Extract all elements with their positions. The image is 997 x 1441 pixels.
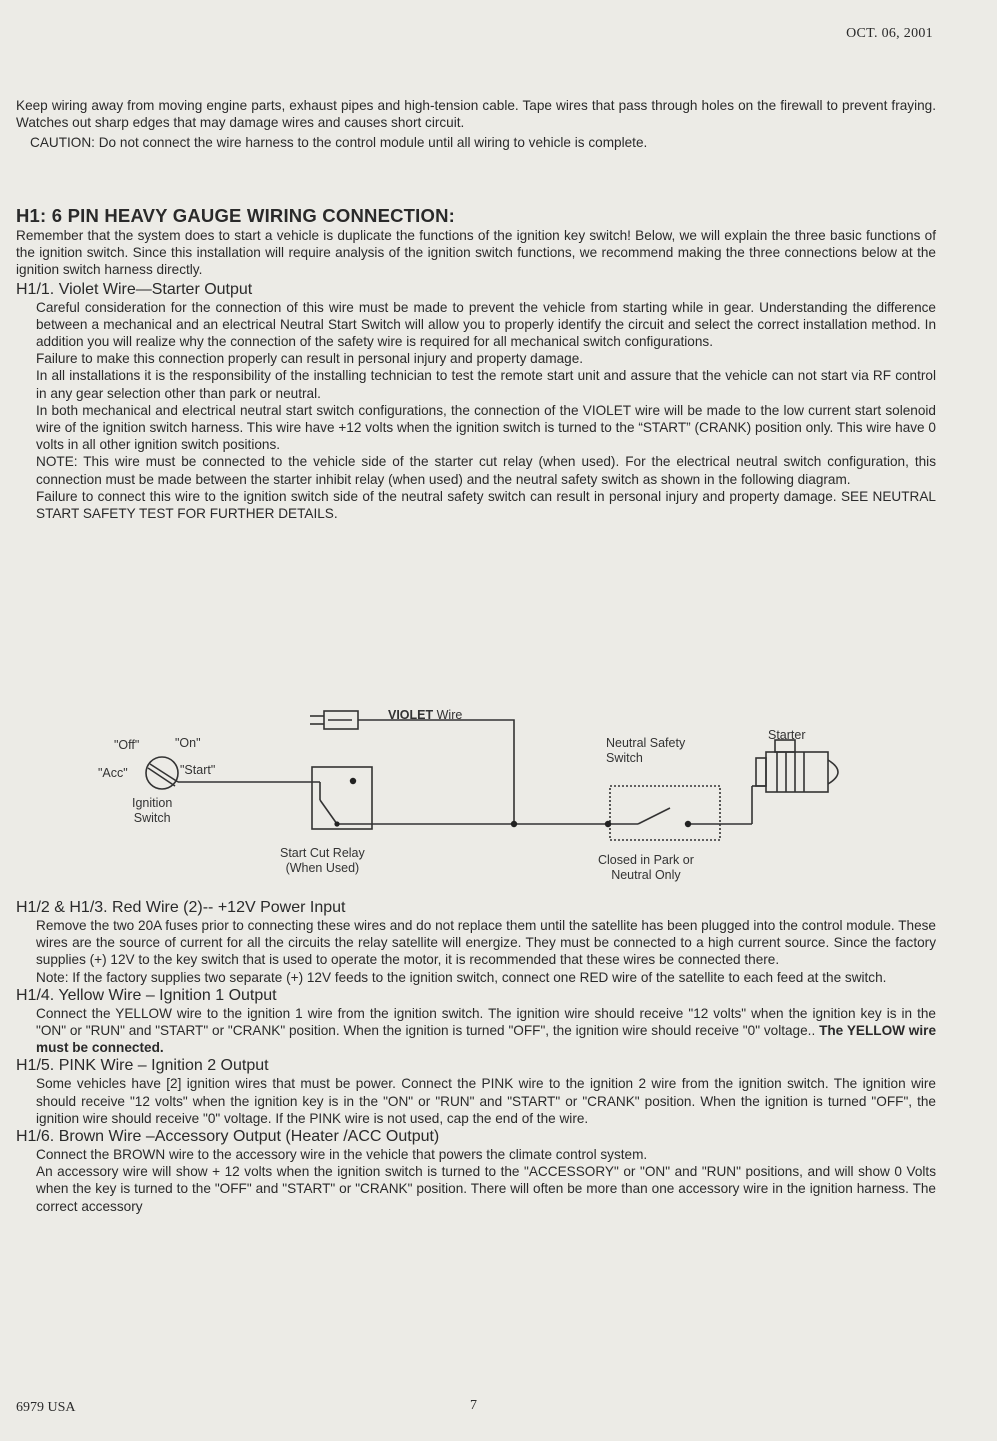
h1-1-paragraph-1: Careful consideration for the connection of this wire must be made to prevent the vehicle from starting while in gear. Understanding the difference between a mechanical and an electrical Neutral Start Switch will allow you to properly identify the circuit and select the correct installation method. In addition you will realize why the connection of the safety wire is required for all mechanical switch configurations. [36, 299, 936, 350]
h1-section [16, 205, 936, 522]
document-date: OCT. 06, 2001 [846, 26, 933, 41]
starter-motor-icon [766, 752, 828, 792]
h1-1-paragraph-2: Failure to make this connection properly can result in personal injury and property damage. [36, 351, 584, 367]
h1-2-paragraph-2: Note: If the factory supplies two separate (+) 12V feeds to the ignition switch, connect one RED wire of the satellite to each feed at the switch. [36, 969, 887, 985]
starter-label: Starter [768, 728, 806, 742]
wiring-diagram [80, 700, 880, 895]
neutral-safety-switch-label: Neutral Safety Switch [606, 736, 686, 765]
intro-section [16, 97, 936, 152]
h1-lower-section [16, 898, 936, 1215]
wiring-diagram-svg [80, 700, 880, 895]
ignition-switch-label: Ignition Switch [132, 796, 173, 825]
start-cut-relay-icon [312, 767, 372, 829]
violet-wire-label: VIOLET Wire [388, 708, 463, 722]
section-intro: Remember that the system does to start a vehicle is duplicate the functions of the ignition key switch! Below, we will explain the three basic functions of the ignition switch. Since this installation will require analysis of the ignition switch functions, we recommend making the three connections below at the ignition switch harness directly. [16, 228, 936, 278]
switch-contact-dot [685, 821, 691, 827]
relay-contact-dot [350, 778, 356, 784]
h1-6-heading: H1/6. Brown Wire –Accessory Output (Heater /ACC Output) [16, 1128, 440, 1146]
junction-dot [605, 821, 611, 827]
acc-position-label: "Acc" [98, 766, 128, 780]
h1-4-bold-note: The YELLOW wire must be connected. [36, 1023, 937, 1056]
page-number: 7 [470, 1398, 477, 1413]
h1-4-paragraph: Connect the YELLOW wire to the ignition 1 wire from the ignition switch. The ignition wire should receive "12 volts" when the ignition key is in the "ON" or "RUN" and "START" or "CRANK" position. When the ignition is turned "OFF", the ignition wire should receive "0" voltage.. The YELLOW wire must be connected. [36, 1005, 937, 1056]
footer-model-number: 6979 USA [16, 1400, 76, 1415]
on-position-label: "On" [175, 736, 201, 750]
violet-wire-line [358, 720, 514, 824]
h1-6-paragraph-2: An accessory wire will show + 12 volts when the ignition switch is turned to the "ACCESSORY" or "ON" and "RUN" positions, and will show 0 Volts when the key is turned to the "OFF" and "START" or "CRANK" position. There will often be more than one accessory wire in the ignition harness. The correct accessory [36, 1164, 936, 1214]
h1-2-heading: H1/2 & H1/3. Red Wire (2)-- +12V Power Input [16, 899, 346, 916]
h1-2-paragraph-1: Remove the two 20A fuses prior to connecting these wires and do not replace them until the satellite has been plugged into the control module. These wires are the source of current for all the circuits the relay satellite will energize. They must be connected to a high current source. Since the factory supplies (+) 12V to the key switch that is used to operate the motor, it is recommended that these wires be connected there. [36, 918, 936, 968]
relay-contact-dot [334, 821, 339, 826]
h1-5-heading: H1/5. PINK Wire – Ignition 2 Output [16, 1057, 269, 1075]
intro-paragraph: Keep wiring away from moving engine parts, exhaust pipes and high-tension cable. Tape wires that pass through holes on the firewall to prevent fraying. Watches out sharp edges that may damage wires and causes short circuit. [16, 98, 936, 131]
closed-in-park-label: Closed in Park or Neutral Only [598, 853, 694, 882]
neutral-safety-switch-icon [610, 786, 720, 840]
off-position-label: "Off" [114, 738, 140, 752]
h1-1-paragraph-4: In both mechanical and electrical neutral start switch configurations, the connection of the VIOLET wire will be made to the low current start solenoid wire of the ignition switch harness. This wire have +12 volts when the ignition switch is turned to the “START” (CRANK) position only. This wire have 0 volts in all other ignition switch positions. [36, 402, 936, 453]
h1-5-paragraph: Some vehicles have [2] ignition wires that must be power. Connect the PINK wire to the ignition 2 wire from the ignition switch. The ignition wire should receive "12 volts" when the ignition key is in the "ON" or "RUN" and "START" or "CRANK" position. When the ignition is turned "OFF", the ignition wire should receive "0" voltage. If the PINK wire is not used, cap the end of the wire. [36, 1076, 936, 1126]
h1-1-paragraph-5: NOTE: This wire must be connected to the vehicle side of the starter cut relay (when used). For the electrical neutral switch configuration, this connection must be made between the starter inhibit relay (when used) and the neutral safety switch as shown in the following diagram. [36, 454, 936, 487]
h1-1-paragraph-6: Failure to connect this wire to the ignition switch side of the neutral safety switch can result in personal injury and property damage. SEE NEUTRAL START SAFETY TEST FOR FURTHER DETAILS. [36, 488, 936, 522]
section-title: H1: 6 PIN HEAVY GAUGE WIRING CONNECTION: [16, 205, 456, 226]
start-cut-relay-label: Start Cut Relay (When Used) [280, 846, 365, 875]
h1-4-heading: H1/4. Yellow Wire – Ignition 1 Output [16, 986, 277, 1004]
h1-1-heading: H1/1. Violet Wire—Starter Output [16, 280, 253, 298]
h1-1-paragraph-3: In all installations it is the responsibility of the installing technician to test the remote start unit and assure that the vehicle can not start via RF control in any gear selection other than park or neutral. [36, 368, 936, 401]
caution-note: CAUTION: Do not connect the wire harness to the control module until all wiring to vehicle is complete. [30, 135, 648, 151]
h1-6-paragraph-1: Connect the BROWN wire to the accessory wire in the vehicle that powers the climate control system. [36, 1147, 648, 1163]
start-position-label: "Start" [180, 763, 216, 777]
junction-dot [511, 821, 517, 827]
